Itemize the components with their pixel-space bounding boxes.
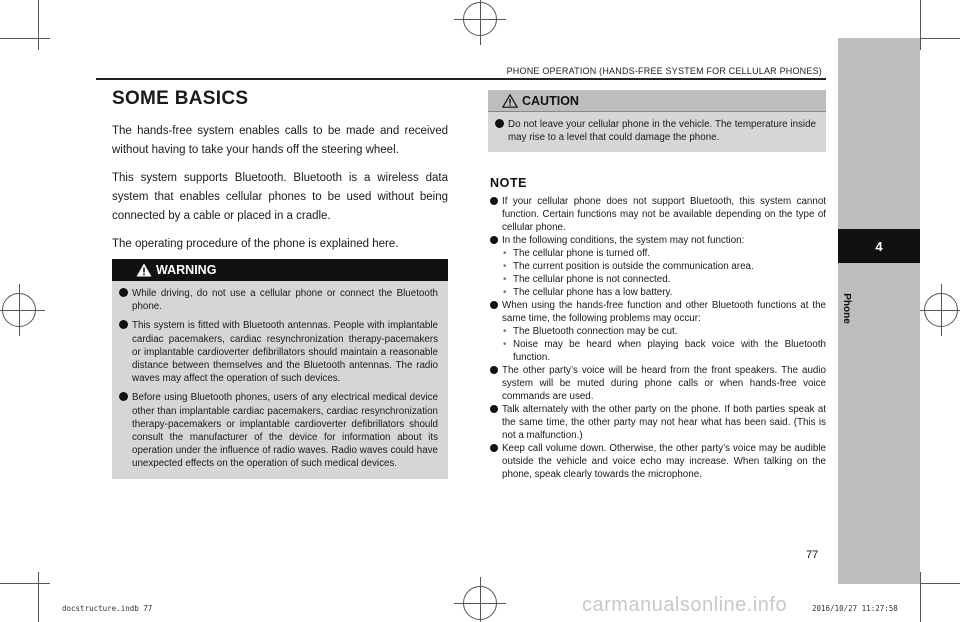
note-subitem: • Noise may be heard when playing back voice with the Bluetooth function. — [503, 339, 826, 363]
note-item: Talk alternately with the other party on the phone. If both parties speak at the same time, the other party may not hear what has been said. (This is not a malfunction.) — [490, 403, 826, 442]
bullet-icon — [490, 444, 498, 452]
watermark: carmanualsonline.info — [582, 594, 788, 616]
warning-item: Before using Bluetooth phones, users of any electrical medical device other than implantable cardiac pacemakers, cardiac resynchronization therapy-pacemakers or implantable cardioverter defibrillators should consult the manufacturer of the device for information about its operation under the influence of radio waves. Radio waves could have unexpected effects on the operation of such medical devices. — [112, 391, 448, 470]
note-item: The other party’s voice will be heard from the front speakers. The audio system will be muted during phone calls or when hands-free voice commands are used. — [490, 364, 826, 403]
intro-paragraph: The hands-free system enables calls to be made and received without having to take your hands off the steering wheel. — [112, 125, 448, 156]
crop-mark — [38, 0, 39, 50]
caution-header — [488, 90, 826, 112]
running-head: PHONE OPERATION (HANDS-FREE SYSTEM FOR CELLULAR PHONES) — [506, 66, 822, 76]
note-subitem: • The cellular phone is not connected. — [503, 274, 671, 285]
header-rule — [96, 78, 826, 80]
crop-mark — [0, 583, 50, 584]
intro-paragraph: The operating procedure of the phone is explained here. — [112, 238, 399, 250]
warning-item: This system is fitted with Bluetooth antennas. People with implantable cardiac pacemakers, cardiac resynchronization therapy-pacemakers or implantable cardioverter defibrillators should maintain a reasonable distance between themselves and the Bluetooth antennas. The radio waves may affect the operation of such devices. — [112, 319, 448, 385]
bullet-icon — [490, 366, 498, 374]
note-subitem: • The cellular phone is turned off. — [503, 248, 651, 259]
registration-mark — [924, 293, 958, 327]
page-title: SOME BASICS — [112, 88, 249, 109]
note-item: In the following conditions, the system may not function: • The cellular phone is turned off. • The current position is outside the communication area. • The cellular phone is not connected. • The cellular phone has a low battery. — [490, 234, 826, 299]
note-item: Keep call volume down. Otherwise, the other party’s voice may be audible outside the vehicle and voice echo may increase. When talking on the phone, speak clearly towards the microphone. — [490, 442, 826, 481]
caution-box — [488, 90, 826, 152]
warning-box — [112, 259, 448, 479]
note-subitem: • The cellular phone has a low battery. — [503, 287, 673, 298]
warning-item: While driving, do not use a cellular phone or connect the Bluetooth phone. — [112, 287, 448, 313]
registration-mark — [463, 2, 497, 36]
note-subitem: • The current position is outside the communication area. — [503, 261, 754, 272]
caution-heading: CAUTION — [522, 93, 579, 108]
chapter-tab-label: Phone — [840, 292, 852, 324]
note-item: When using the hands-free function and other Bluetooth functions at the same time, the following problems may occur: • The Bluetooth connection may be cut. • Noise may be heard when playing back voice with the Bluetooth function. — [490, 299, 826, 364]
print-slug-timestamp: 2016/10/27 11:27:58 — [812, 604, 898, 613]
print-slug-file: docstructure.indb 77 — [62, 604, 153, 613]
bullet-icon — [490, 236, 498, 244]
crop-mark — [920, 0, 921, 50]
warning-heading: WARNING — [156, 263, 217, 277]
crop-mark — [920, 572, 921, 622]
page-number: 77 — [806, 549, 819, 561]
bullet-icon — [490, 301, 498, 309]
left-column — [112, 88, 448, 263]
caution-item: Do not leave your cellular phone in the vehicle. The temperature inside may rise to a level that could damage the phone. — [488, 118, 826, 144]
warning-header — [112, 259, 448, 281]
crop-mark — [38, 572, 39, 622]
crop-mark — [0, 38, 50, 39]
intro-paragraph: This system supports Bluetooth. Bluetooth is a wireless data system that enables cellular phones to be used without being connected by a cable or placed in a cradle. — [112, 172, 448, 222]
bullet-icon — [119, 288, 128, 297]
warning-triangle-icon — [136, 263, 152, 277]
bullet-icon — [490, 197, 498, 205]
bullet-icon — [490, 405, 498, 413]
note-item: If your cellular phone does not support Bluetooth, this system cannot function. Certain functions may not be available depending on the type of cellular phone. — [490, 195, 826, 234]
bullet-icon — [495, 119, 504, 128]
bullet-icon — [119, 320, 128, 329]
note-section — [490, 176, 826, 481]
registration-mark — [463, 586, 497, 620]
chapter-tab-number: 4 — [838, 229, 920, 263]
registration-mark — [2, 293, 36, 327]
bullet-icon — [119, 392, 128, 401]
note-subitem: • The Bluetooth connection may be cut. — [503, 326, 678, 337]
note-heading: NOTE — [490, 176, 528, 190]
caution-triangle-icon — [502, 94, 518, 108]
